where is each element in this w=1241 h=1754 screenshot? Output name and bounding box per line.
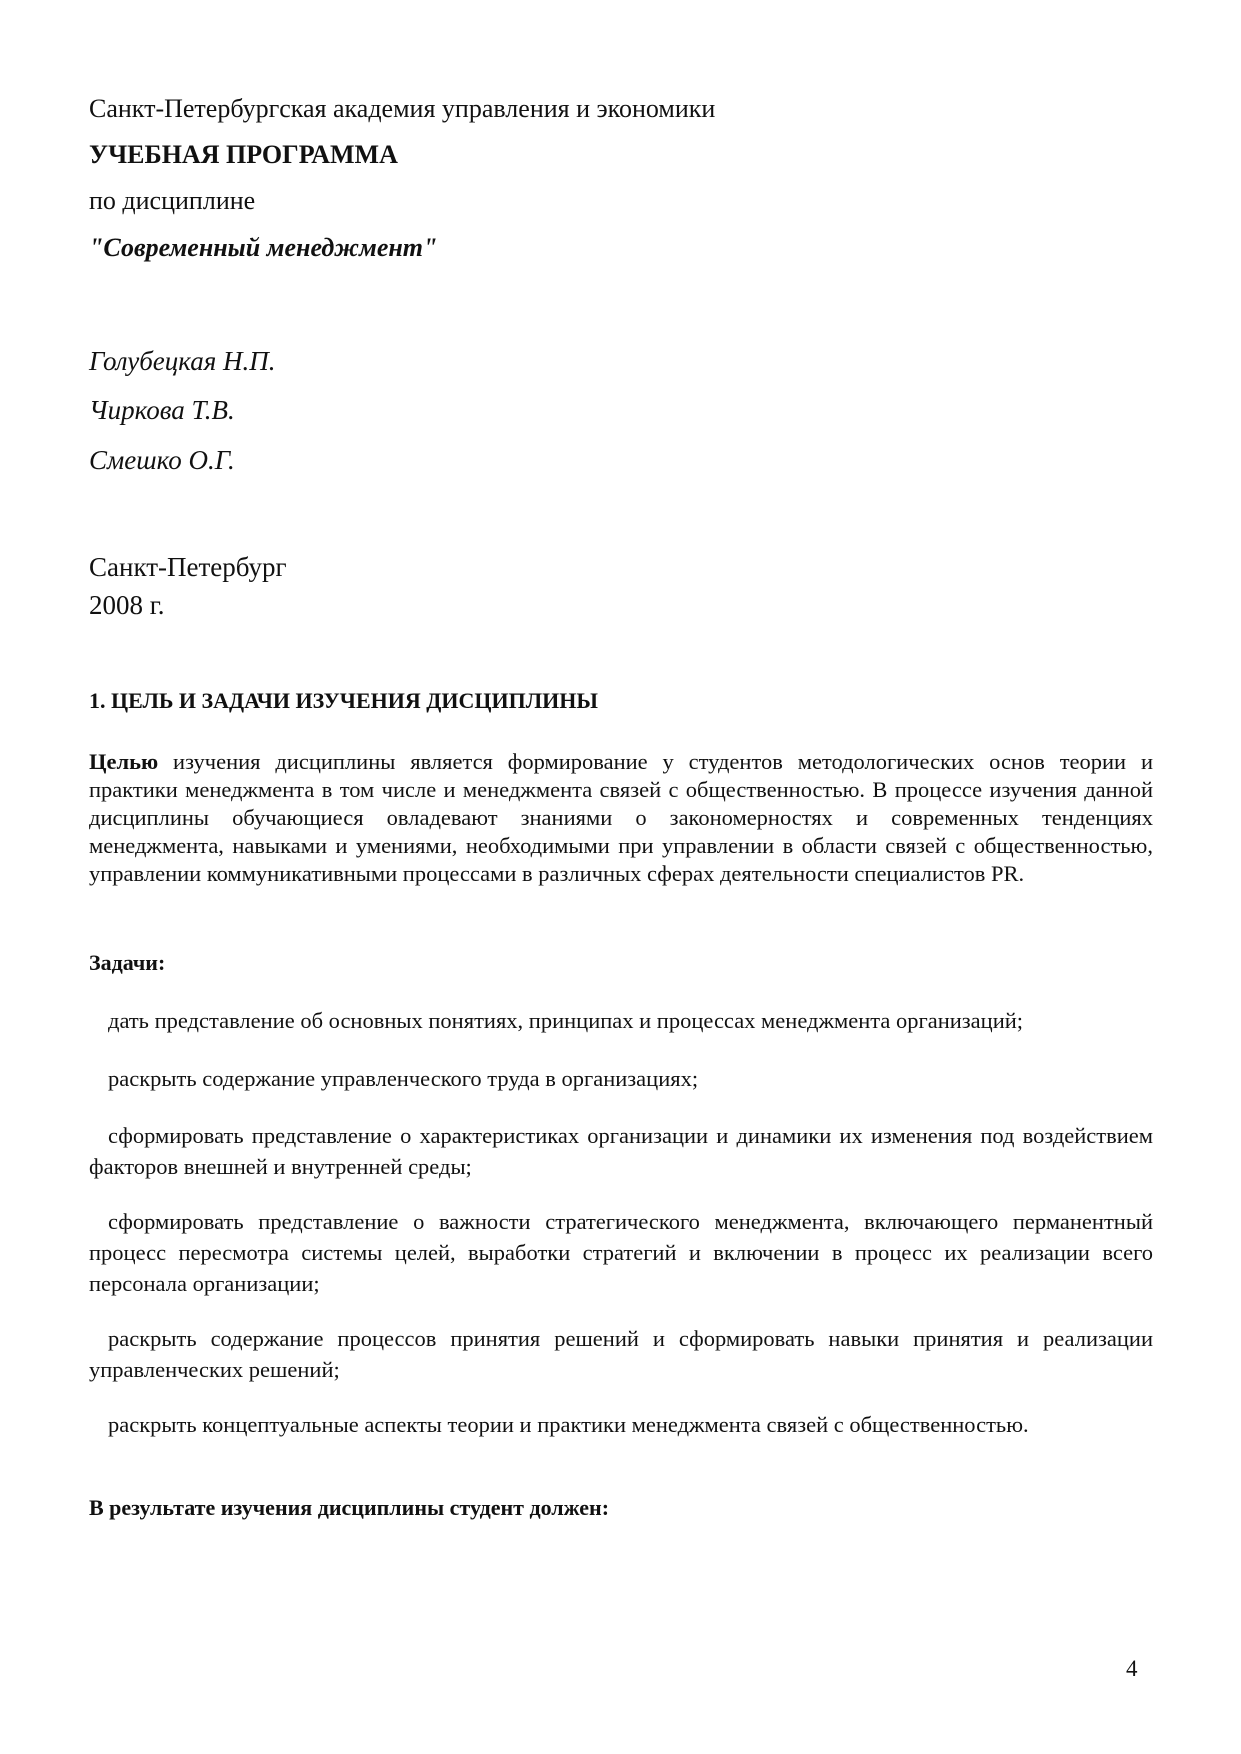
section-title: 1. ЦЕЛЬ И ЗАДАЧИ ИЗУЧЕНИЯ ДИСЦИПЛИНЫ [89, 688, 598, 713]
place: Санкт-Петербург [89, 552, 287, 582]
task-item: раскрыть концептуальные аспекты теории и практики менеджмента связей с общественностью. [108, 1412, 1029, 1437]
author-1: Голубецкая Н.П. [89, 346, 276, 376]
discipline-name: "Современный менеджмент" [89, 233, 438, 262]
task-item: раскрыть содержание управленческого труда в организациях; [108, 1066, 699, 1091]
results-title: В результате изучения дисциплины студент должен: [89, 1495, 610, 1520]
discipline-prefix: по дисциплине [89, 186, 256, 215]
task-item: раскрыть содержание процессов принятия решений и сформировать навыки принятия и реализации управленческих решений; [89, 1326, 1153, 1382]
year: 2008 г. [89, 590, 165, 620]
document-type: УЧЕБНАЯ ПРОГРАММА [89, 140, 398, 169]
goal-paragraph [89, 748, 1153, 888]
page-number: 4 [1126, 1656, 1138, 1681]
task-item: сформировать представление о характеристиках организации и динамики их изменения под воздействием факторов внешней и внутренней среды; [89, 1123, 1153, 1179]
goal-text: изучения дисциплины является формирование у студентов методологических основ теории и практики менеджмента в том числе и менеджмента связей с общественностью. В процессе изучения данной дисциплины обучающиеся овладевают знаниями о закономерностях и современных тенденциях менеджмента, навыками и умениями, необходимыми при управлении в области связей с общественностью, управлении коммуникативными процессами в различных сферах деятельности специалистов PR. [89, 749, 1153, 886]
task-item: сформировать представление о важности стратегического менеджмента, включающего перманентный процесс пересмотра системы целей, выработки стратегий и включении в процесс их реализации всего персонала организации; [89, 1209, 1153, 1296]
tasks-title: Задачи: [89, 950, 166, 975]
institution-name: Санкт-Петербургская академия управления и экономики [89, 94, 716, 123]
author-3: Смешко О.Г. [89, 445, 235, 475]
task-item: дать представление об основных понятиях, принципах и процессах менеджмента организаций; [108, 1008, 1024, 1033]
author-2: Чиркова Т.В. [89, 395, 235, 425]
goal-lead: Целью [89, 749, 159, 774]
